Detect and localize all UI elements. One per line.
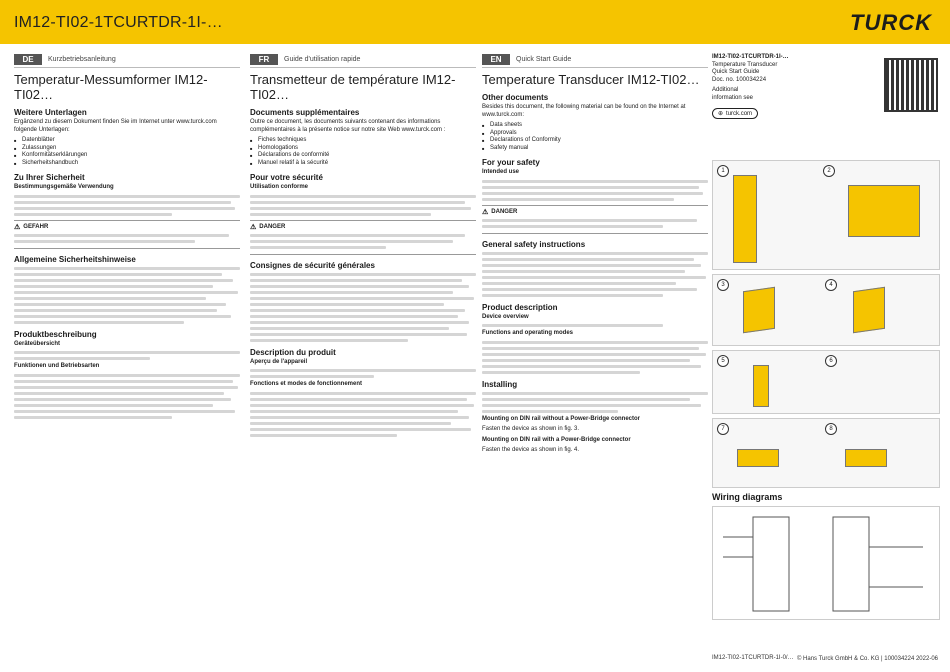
meta-type: Temperature Transducer <box>712 61 778 68</box>
mount-illustration-4 <box>853 287 885 333</box>
subheading-use-en: Intended use <box>482 169 520 175</box>
heading-installing-en: Installing <box>482 379 518 389</box>
subtitle-fr: Guide d'utilisation rapide <box>284 56 361 63</box>
list-item: ■ Manuel relatif à la sécurité <box>250 160 476 168</box>
column-en <box>482 54 708 458</box>
warning-label: DANGER <box>491 208 518 215</box>
heading-safety-en: For your safety <box>482 158 540 167</box>
warning-box-en <box>482 205 708 234</box>
subtitle-en: Quick Start Guide <box>516 56 572 63</box>
subheading-mount1-en: Mounting on DIN rail without a Power-Bridge connector <box>482 415 640 422</box>
mount-illustration-3 <box>743 287 775 333</box>
step: Fasten the device as shown in fig. 3. <box>482 426 580 432</box>
url-link[interactable]: ⊕ turck.com <box>712 108 758 119</box>
subheading-functions-en: Functions and operating modes <box>482 330 574 336</box>
connector-illustration-2 <box>845 449 887 467</box>
document-title: IM12-TI02-1TCURTDR-1I-… <box>14 14 223 31</box>
device-dimensions-illustration <box>848 185 920 237</box>
list-item: ■ Approvals <box>482 130 708 138</box>
turck-logo: TURCK <box>850 10 932 35</box>
text-block <box>250 195 476 216</box>
heading-general-en: General safety instructions <box>482 239 586 249</box>
list-item: ■ Konformitätserklärungen <box>14 152 240 160</box>
list-item: ■ Safety manual <box>482 145 708 153</box>
text-block <box>250 369 476 378</box>
text-block <box>250 273 476 342</box>
subheading-mount2-en: Mounting on DIN rail with a Power-Bridge connector <box>482 436 631 443</box>
list-item: ■ Sicherheitshandbuch <box>14 160 240 168</box>
fig-number: 6 <box>825 355 837 367</box>
subheading-functions-de: Funktionen und Betriebsarten <box>14 363 100 369</box>
text-block <box>482 392 708 413</box>
title-fr: Transmetteur de température IM12-TI02… <box>250 72 456 102</box>
warning-box-fr <box>250 220 476 255</box>
para-docs-en: Besides this document, the following material can be found on the Internet at www.turck.com: <box>482 104 686 118</box>
heading-docs-de: Weitere Unterlagen <box>14 108 87 117</box>
meta-docno: Doc. no. 100034224 <box>712 76 767 83</box>
terminal-illustration <box>753 365 769 407</box>
text-block <box>482 252 708 297</box>
header-bar <box>0 0 950 44</box>
title-en: Temperature Transducer IM12-TI02… <box>482 72 700 87</box>
subheading-overview-en: Device overview <box>482 313 529 320</box>
warning-label: GEFAHR <box>23 223 49 230</box>
text-block <box>482 180 708 201</box>
fig-number: 1 <box>717 165 729 177</box>
heading-docs-fr: Documents supplémentaires <box>250 108 360 117</box>
device-front-illustration <box>733 175 757 263</box>
info-line-1: Additional <box>712 87 739 93</box>
list-item: ■ Declarations of Conformity <box>482 137 708 145</box>
figure-terminals <box>712 350 940 414</box>
heading-docs-en: Other documents <box>482 93 549 102</box>
lang-badge-de: DE <box>14 54 42 65</box>
list-item: ■ Déclarations de conformité <box>250 152 476 160</box>
text-block <box>14 267 240 324</box>
text-block <box>14 374 240 419</box>
wiring-diagrams-heading: Wiring diagrams <box>712 492 783 502</box>
text-block <box>14 195 240 216</box>
module-outline <box>753 517 789 611</box>
wiring-diagram <box>712 506 940 620</box>
list-item: ■ Fiches techniques <box>250 137 476 145</box>
subheading-overview-de: Geräteübersicht <box>14 340 61 347</box>
footer-copyright: © Hans Turck GmbH & Co. KG | 100034224 2022-06 <box>796 656 938 662</box>
figure-wiring-connectors <box>712 418 940 488</box>
fig-number: 8 <box>825 423 837 435</box>
step: Fasten the device as shown in fig. 4. <box>482 447 580 453</box>
text-block <box>482 324 708 327</box>
heading-safety-de: Zu Ihrer Sicherheit <box>14 173 85 182</box>
subheading-use-fr: Utilisation conforme <box>250 184 309 190</box>
warning-icon: ⚠ <box>250 223 257 231</box>
para-docs-de: Ergänzend zu diesem Dokument finden Sie im Internet unter www.turck.com folgende Unterlagen: <box>14 119 217 133</box>
warning-label: DANGER <box>259 223 286 230</box>
connector-illustration <box>737 449 779 467</box>
text-block <box>14 351 240 360</box>
heading-general-de: Allgemeine Sicherheitshinweise <box>14 254 136 264</box>
module-outline <box>833 517 869 611</box>
title-de: Temperatur-Messumformer IM12-TI02… <box>14 72 208 102</box>
figure-mounting <box>712 274 940 346</box>
text-block <box>482 341 708 374</box>
lang-badge-en: EN <box>482 54 510 65</box>
heading-product-fr: Description du produit <box>250 347 336 357</box>
fig-number: 3 <box>717 279 729 291</box>
heading-product-de: Produktbeschreibung <box>14 329 97 339</box>
meta-guide: Quick Start Guide <box>712 69 760 75</box>
meta-model: IM12-TI02-1TCURTDR-1I-… <box>712 54 789 60</box>
heading-safety-fr: Pour votre sécurité <box>250 173 323 182</box>
heading-general-fr: Consignes de sécurité générales <box>250 260 375 270</box>
para-docs-fr: Outre ce document, les documents suivants contenant des informations complémentaires à la présente notice sur notre site Web www.turck.com : <box>250 119 446 133</box>
text-block <box>250 392 476 437</box>
list-item: ■ Zulassungen <box>14 145 240 153</box>
wiring-diagram-drawing <box>713 507 939 619</box>
figure-front-and-dimensions <box>712 160 940 270</box>
column-fr <box>250 54 476 440</box>
warning-box-de <box>14 220 240 249</box>
subheading-functions-fr: Fonctions et modes de fonctionnement <box>250 381 363 387</box>
warning-icon: ⚠ <box>482 208 489 216</box>
fig-number: 7 <box>717 423 729 435</box>
subheading-use-de: Bestimmungsgemäße Verwendung <box>14 184 114 190</box>
subtitle-de: Kurzbetriebsanleitung <box>48 56 116 63</box>
list-item: ■ Homologations <box>250 145 476 153</box>
warning-icon: ⚠ <box>14 223 21 231</box>
fig-number: 2 <box>823 165 835 177</box>
globe-icon: ⊕ <box>718 111 724 117</box>
subheading-overview-fr: Aperçu de l'appareil <box>250 358 308 365</box>
list-item: ■ Data sheets <box>482 122 708 130</box>
column-de <box>14 54 240 422</box>
info-line-2: information see <box>712 94 754 101</box>
model-footer: IM12-TI02-1TCURTDR-1I-0/… <box>712 655 794 661</box>
qr-code[interactable] <box>884 58 938 112</box>
fig-number: 4 <box>825 279 837 291</box>
heading-product-en: Product description <box>482 302 558 312</box>
lang-badge-fr: FR <box>250 54 278 65</box>
list-item: ■ Datenblätter <box>14 137 240 145</box>
fig-number: 5 <box>717 355 729 367</box>
